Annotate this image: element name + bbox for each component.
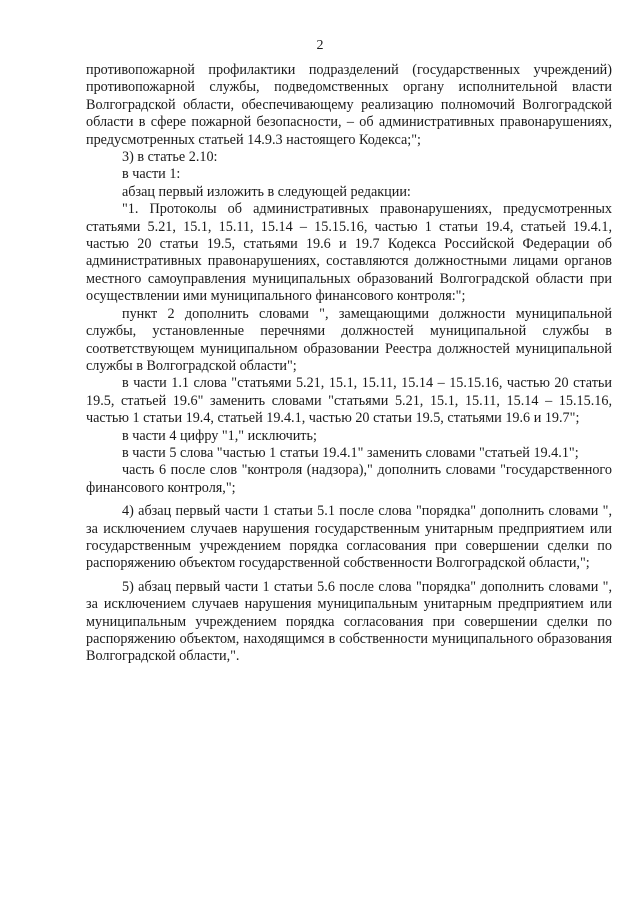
paragraph-item-4: 4) абзац первый части 1 статьи 5.1 после слова "порядка" дополнить словами ", за исключением случаев нарушения государственным унитарным предприятием или государственным учреждением порядка согласования при совершении сделки по распоряжению объектом государственной собственности Волгоградской области,"; [86,503,612,572]
document-body [86,62,612,666]
paragraph-part-6: часть 6 после слов "контроля (надзора)," дополнить словами "государственного финансового контроля,"; [86,462,612,496]
paragraph-part-5: в части 5 слова "частью 1 статьи 19.4.1" заменить словами "статьей 19.4.1"; [122,444,579,461]
paragraph-new-wording: "1. Протоколы об административных правонарушениях, предусмотренных статьями 5.21, 15.1, 15.11, 15.14 – 15.15.16, частью 1 статьи 19.4, статьей 19.4.1, частью 20 статьи 19.5, статьями 19.6 и 19.7 Кодекса Российской Федерации об административных правонарушениях, составляются должностными лицами органов местного самоуправления муниципальных образований Волгоградской области при осуществлении ими муниципального финансового контроля:"; [86,201,612,305]
paragraph-part-4: в части 4 цифру "1," исключить; [122,427,317,444]
paragraph-punkt-2: пункт 2 дополнить словами ", замещающими должности муниципальной службы, установленные перечнями должностей муниципальной службы в соответствующем муниципальном образовании Реестра должностей муниципальной службы в Волгоградской области"; [86,305,612,374]
paragraph-abzac-first: абзац первый изложить в следующей редакции: [122,183,411,200]
paragraph-item-5: 5) абзац первый части 1 статьи 5.6 после слова "порядка" дополнить словами ", за исключением случаев нарушения муниципальным унитарным предприятием или муниципальным учреждением порядка согласования при совершении сделки по распоряжению объектом, находящимся в собственности муниципального образования Волгоградской области,". [86,578,612,665]
paragraph-part-1-1: в части 1.1 слова "статьями 5.21, 15.1, 15.11, 15.14 – 15.15.16, частью 20 статьи 19.5, статьей 19.6" заменить словами "статьями 5.21, 15.1, 15.11, 15.14 – 15.15.16, частью 1 статьи 19.4, статьей 19.4.1, частью 20 статьи 19.5, статьями 19.6 и 19.7"; [86,375,612,427]
page-number: 2 [316,38,324,53]
paragraph-part-1: в части 1: [122,166,181,183]
paragraph-item-3: 3) в статье 2.10: [122,149,218,166]
paragraph-continuation: противопожарной профилактики подразделений (государственных учреждений) противопожарной службы, подведомственных органу исполнительной власти Волгоградской области, обеспечивающему реализацию полномочий Волгоградской области в сфере пожарной безопасности, – об административных правонарушениях, предусмотренных статьей 14.9.3 настоящего Кодекса;"; [86,62,612,148]
